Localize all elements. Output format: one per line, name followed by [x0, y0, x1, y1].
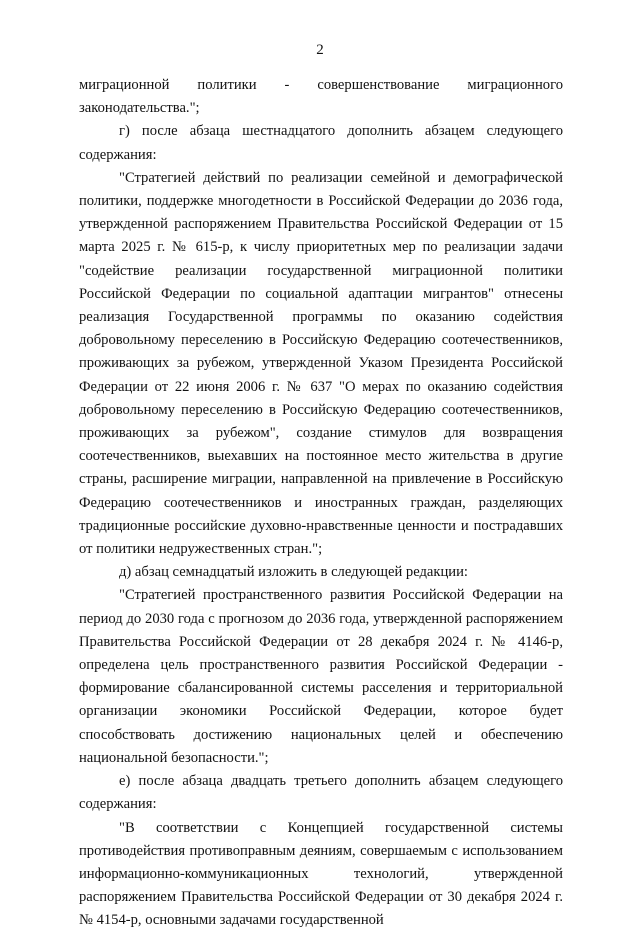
paragraph-continuation: миграционной политики - совершенствование миграционного законодательства."; — [79, 77, 563, 117]
paragraph-quote-ict-concept: "В соответствии с Концепцией государственной системы противодействия противоправным деяниям, совершаемым с использованием информационно-коммуникационных технологий, утвержденной распоряжением Правительства Российской Федерации от 30 декабря 2024 г. № 4154-р, основными задачами государственной — [79, 819, 563, 929]
paragraph-item-d: д) абзац семнадцатый изложить в следующей редакции: — [119, 564, 468, 581]
paragraph-item-g: г) после абзаца шестнадцатого дополнить абзацем следующего содержания: — [79, 123, 563, 163]
paragraph-quote-demographic-strategy: "Стратегией действий по реализации семейной и демографической политики, поддержке многодетности в Российской Федерации до 2036 года, утвержденной распоряжением Правительства Российской Федерации от 15 марта 2025 г. № 615-р, к числу приоритетных мер по реализации задачи "содействие реализации государственной миграционной политики Российской Федерации по социальной адаптации мигрантов" отнесены реализация Государственной программы по оказанию содействия добровольному переселению в Российскую Федерацию соотечественников, проживающих за рубежом, утвержденной Указом Президента Российской Федерации от 22 июня 2006 г. № 637 "О мерах по оказанию содействия добровольному переселению в Российскую Федерацию соотечественников, проживающих за рубежом", создание стимулов для возвращения соотечественников, выехавших на постоянное место жительства в другие страны, расширение миграции, направленной на привлечение в Российскую Федерацию соотечественников и иностранных граждан, разделяющих традиционные российские духовно-нравственные ценности и пострадавших от политики недружественных стран."; — [79, 169, 563, 558]
paragraph-item-e: е) после абзаца двадцать третьего дополнить абзацем следующего содержания: — [79, 773, 563, 813]
document-body — [79, 74, 563, 933]
page-number: 2 — [316, 42, 324, 58]
paragraph-quote-spatial-strategy: "Стратегией пространственного развития Российской Федерации на период до 2030 года с прогнозом до 2036 года, утвержденной распоряжением Правительства Российской Федерации от 28 декабря 2024 г. № 4146-р, определена цель пространственного развития Российской Федерации - формирование сбалансированной системы расселения и территориальной организации экономики Российской Федерации, которое будет способствовать достижению национальных целей и обеспечению национальной безопасности."; — [79, 587, 563, 766]
